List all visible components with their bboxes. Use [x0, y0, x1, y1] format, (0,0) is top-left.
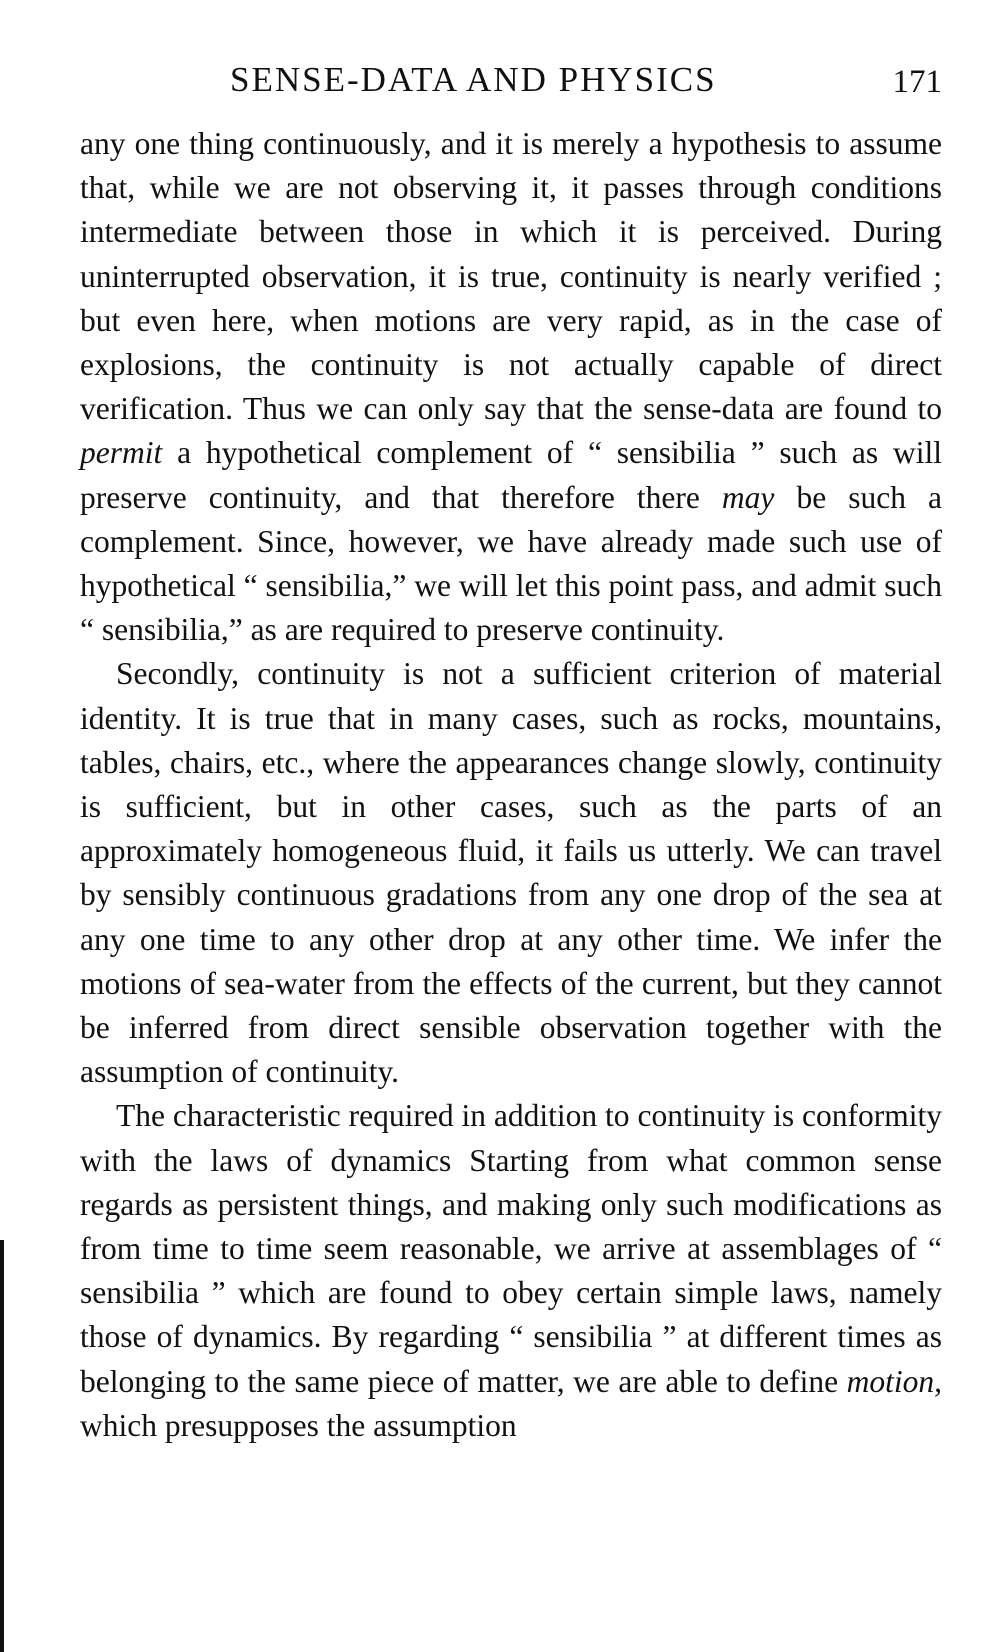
- emphasis-motion: motion,: [846, 1363, 942, 1399]
- scan-gutter-edge: [0, 1240, 4, 1652]
- running-title: SENSE-DATA AND PHYSICS: [230, 60, 717, 99]
- emphasis-may: may: [721, 479, 775, 515]
- emphasis-permit: permit: [80, 435, 163, 471]
- paragraph-1-text-1: any one thing continuously, and it is merely a hypothesis to assume that, while we are not observing it, it passes through conditions intermediate between those in which it is perceived. During uninterrupted observation, it is true, continuity is nearly verified ; but even here, when motions are very rapid, as in the case of explosions, the continuity is not actually capable of direct verification. Thus we can only say that the sense-data are found to: [80, 126, 942, 427]
- paragraph-3-text-1: The characteristic required in addition to continuity is conformity with the laws of dynamics Starting from what common sense regards as persistent things, and making only such modifications as from time to time seem reasonable, we arrive at assemblages of “ sensibilia ” which are found to obey certain simple laws, namely those of dynamics. By regarding “ sensibilia ” at different times as belonging to the same piece of matter, we are able to define: [80, 1098, 942, 1399]
- body-text: [80, 122, 942, 1448]
- paragraph-3-text-2: which presupposes the assumption: [80, 1407, 517, 1443]
- paragraph-2: Secondly, continuity is not a sufficient criterion of material identity. It is true that in many cases, such as rocks, mountains, tables, chairs, etc., where the appearances change slowly, continuity is sufficient, but in other cases, such as the parts of an approximately homogeneous fluid, it fails us utterly. We can travel by sensibly continuous gradations from any one drop of the sea at any one time to any other drop at any other time. We infer the motions of sea-water from the effects of the current, but they cannot be inferred from direct sensible observation together with the assumption of continuity.: [80, 656, 942, 1090]
- paragraph-1-text-3: be such a complement. Since, however, we have already made such use of hypothetical “ sensibilia,” we will let this point pass, and admit such “ sensibilia,” as are required to preserve continuity.: [80, 479, 942, 648]
- page-number: 171: [892, 64, 942, 100]
- paragraph-3: [80, 1094, 942, 1448]
- paragraph-1: [80, 122, 942, 652]
- running-head: [80, 58, 942, 102]
- paragraph-1-text-2: a hypothetical complement of “ sensibilia ” such as will preserve continuity, and that therefore there: [80, 435, 942, 515]
